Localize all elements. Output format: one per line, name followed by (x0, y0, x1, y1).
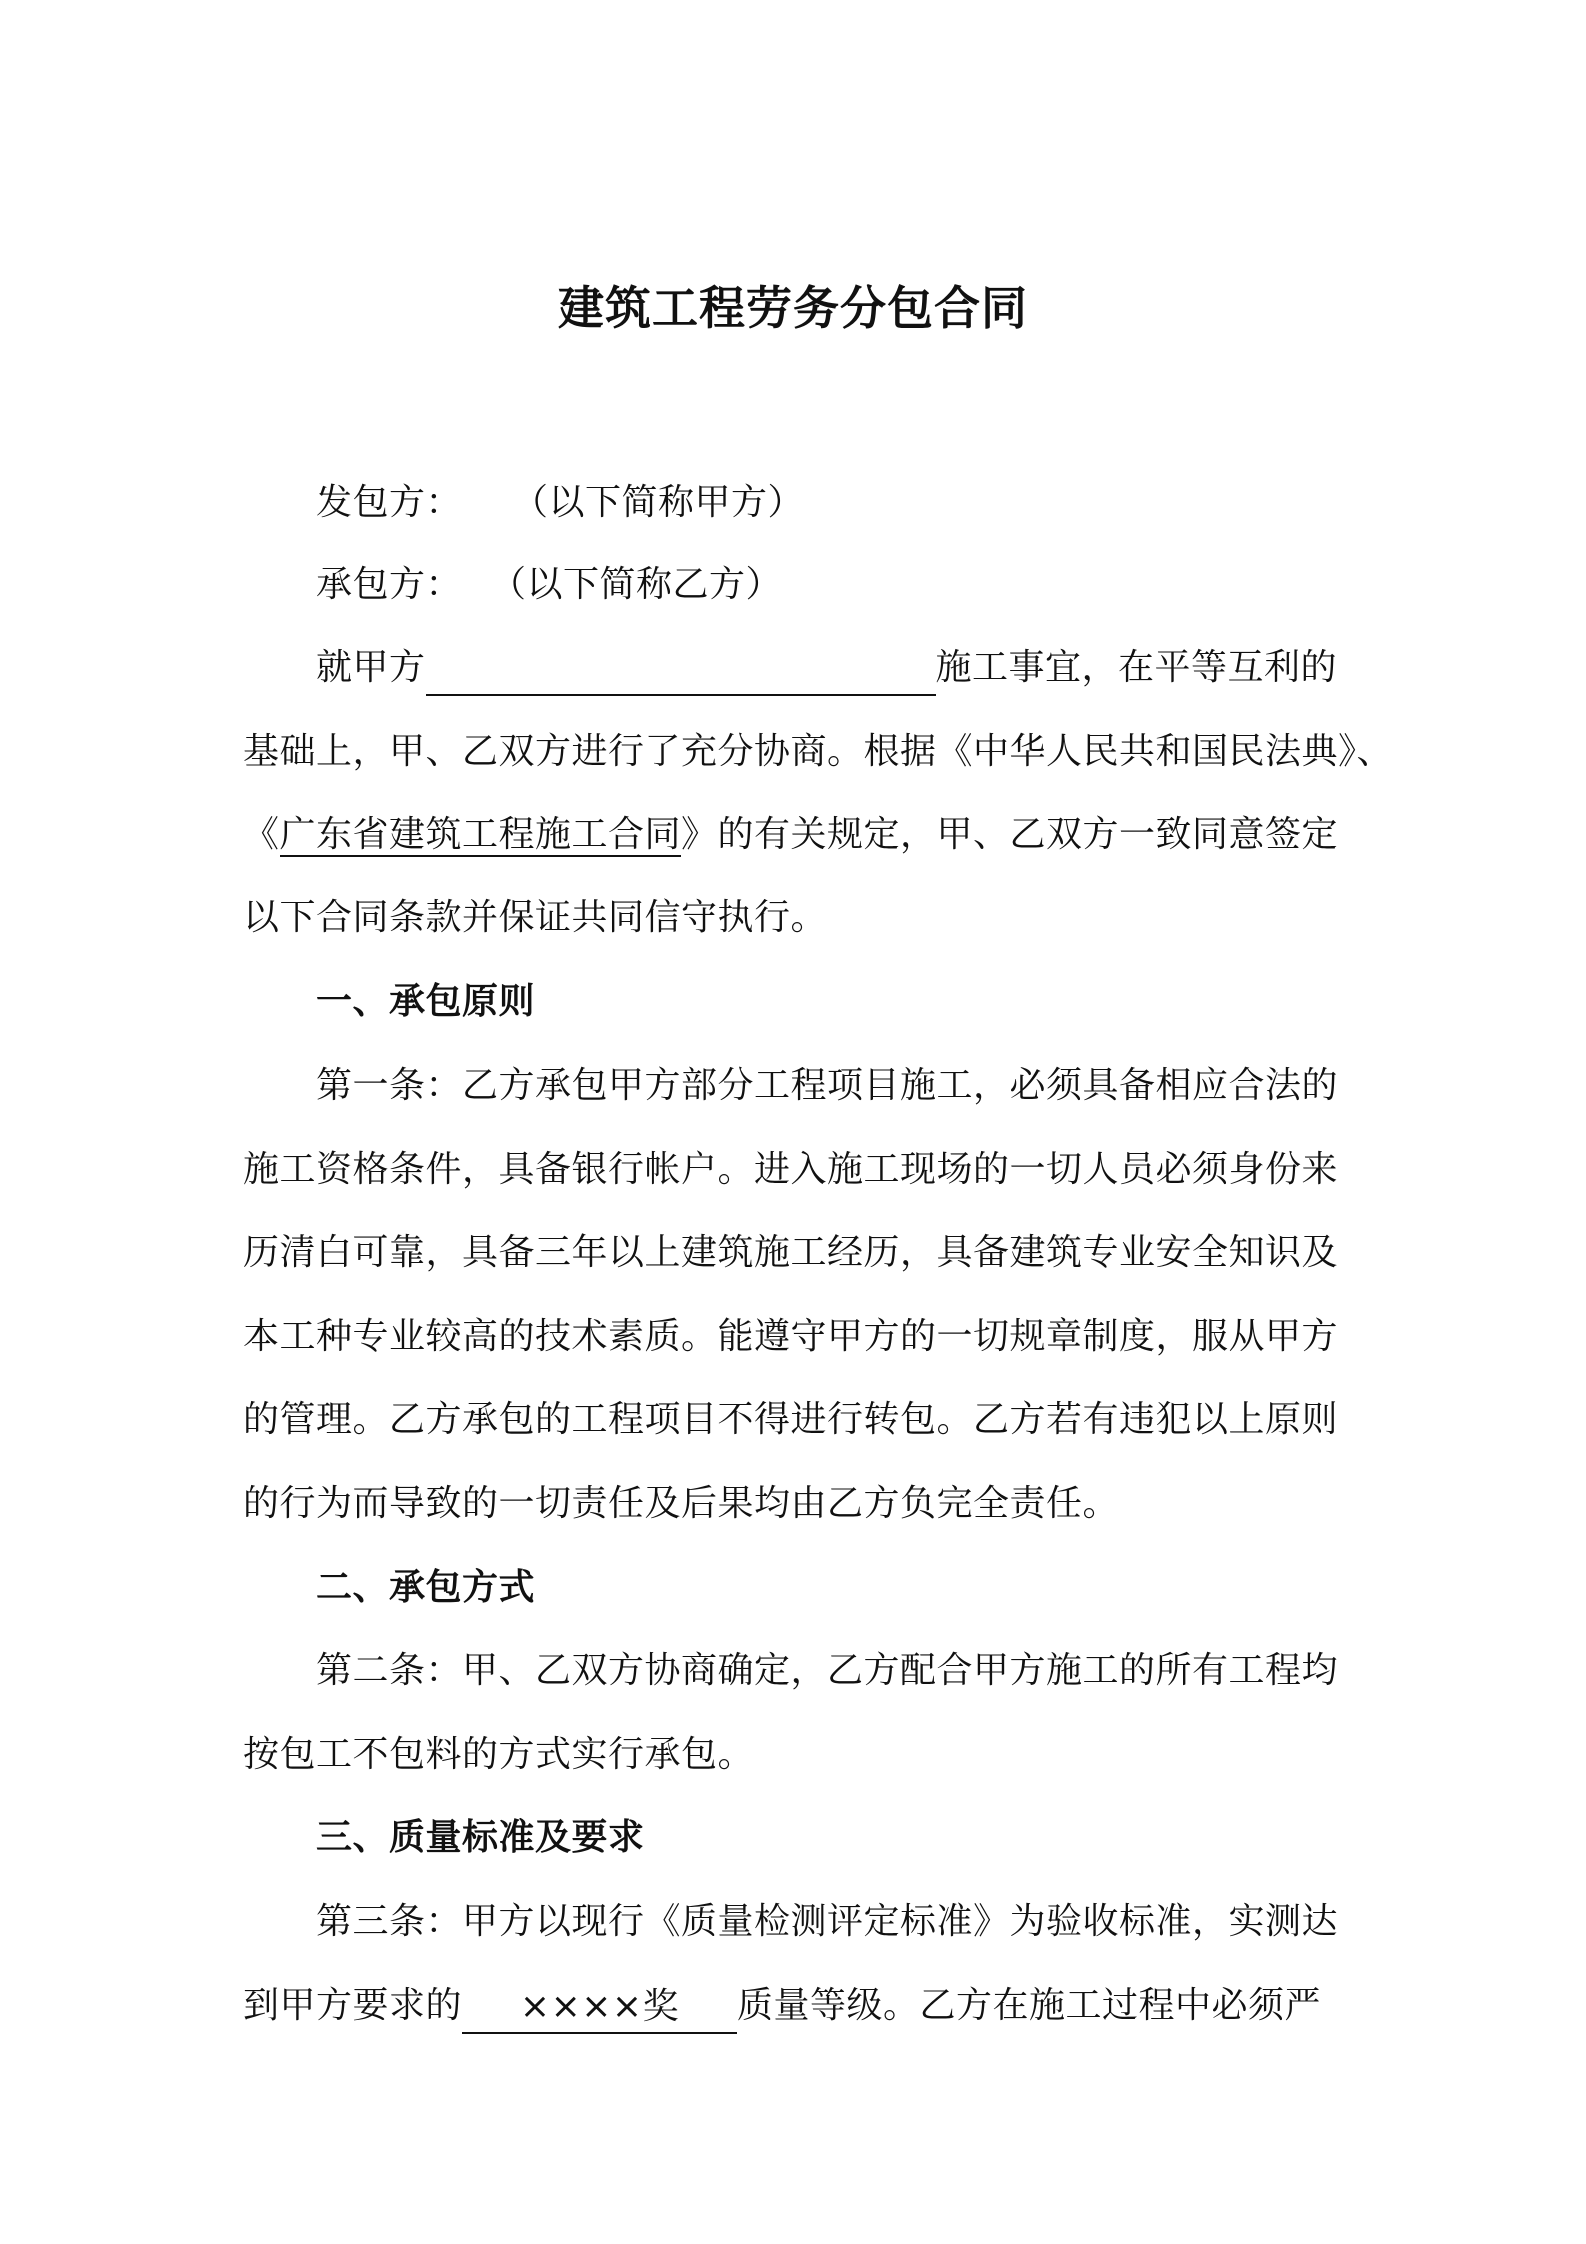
section-1-line: 历清白可靠，具备三年以上建筑施工经历，具备建筑专业安全知识及 (243, 1232, 1339, 1273)
section-1-line: 的管理。乙方承包的工程项目不得进行转包。乙方若有违犯以上原则 (243, 1399, 1339, 1440)
party-b-line (316, 557, 1356, 613)
party-b-note: （以下简称乙方） (490, 564, 783, 605)
intro-prefix: 就甲方 (316, 647, 426, 688)
intro-line-2: 基础上，甲、乙双方进行了充分协商。根据《中华人民共和国民法典》、 (243, 731, 1394, 772)
cited-contract-title: 广东省建筑工程施工合同 (279, 814, 682, 855)
quality-suffix: 质量等级。乙方在施工过程中必须严 (737, 1985, 1322, 2026)
intro-open-bracket: 《 (243, 814, 280, 855)
section-1-line: 的行为而导致的一切责任及后果均由乙方负完全责任。 (243, 1483, 1120, 1524)
section-1-line: 本工种专业较高的技术素质。能遵守甲方的一切规章制度，服从甲方 (243, 1316, 1339, 1357)
intro-line-3-rest: 》的有关规定，甲、乙双方一致同意签定 (681, 814, 1339, 855)
section-1-heading: 一、承包原则 (316, 981, 536, 1022)
section-3-line: 第三条：甲方以现行《质量检测评定标准》为验收标准，实测达 (316, 1901, 1339, 1942)
section-1-line: 施工资格条件，具备银行帐户。进入施工现场的一切人员必须身份来 (243, 1149, 1339, 1190)
project-name-blank (426, 652, 936, 696)
party-b-label: 承包方： (316, 564, 463, 605)
section-2-heading: 二、承包方式 (316, 1567, 536, 1608)
party-a-label: 发包方： (316, 482, 463, 523)
party-a-line (316, 475, 1356, 531)
section-3-last-line (243, 1978, 1353, 2034)
section-2-line: 按包工不包料的方式实行承包。 (243, 1734, 755, 1775)
quality-prefix: 到甲方要求的 (243, 1985, 463, 2026)
section-3-heading: 三、质量标准及要求 (316, 1817, 645, 1858)
section-2-line: 第二条：甲、乙双方协商确定，乙方配合甲方施工的所有工程均 (316, 1650, 1339, 1691)
intro-line-4: 以下合同条款并保证共同信守执行。 (243, 897, 828, 938)
quality-award-blank: ××××奖 (462, 1982, 737, 2034)
document-title: 建筑工程劳务分包合同 (558, 281, 1028, 335)
party-a-note: （以下简称甲方） (512, 482, 805, 523)
intro-line-1 (316, 640, 1356, 696)
section-1-line: 第一条：乙方承包甲方部分工程项目施工，必须具备相应合法的 (316, 1065, 1339, 1106)
intro-suffix: 施工事宜，在平等互利的 (935, 647, 1338, 688)
intro-line-3 (243, 807, 1353, 863)
